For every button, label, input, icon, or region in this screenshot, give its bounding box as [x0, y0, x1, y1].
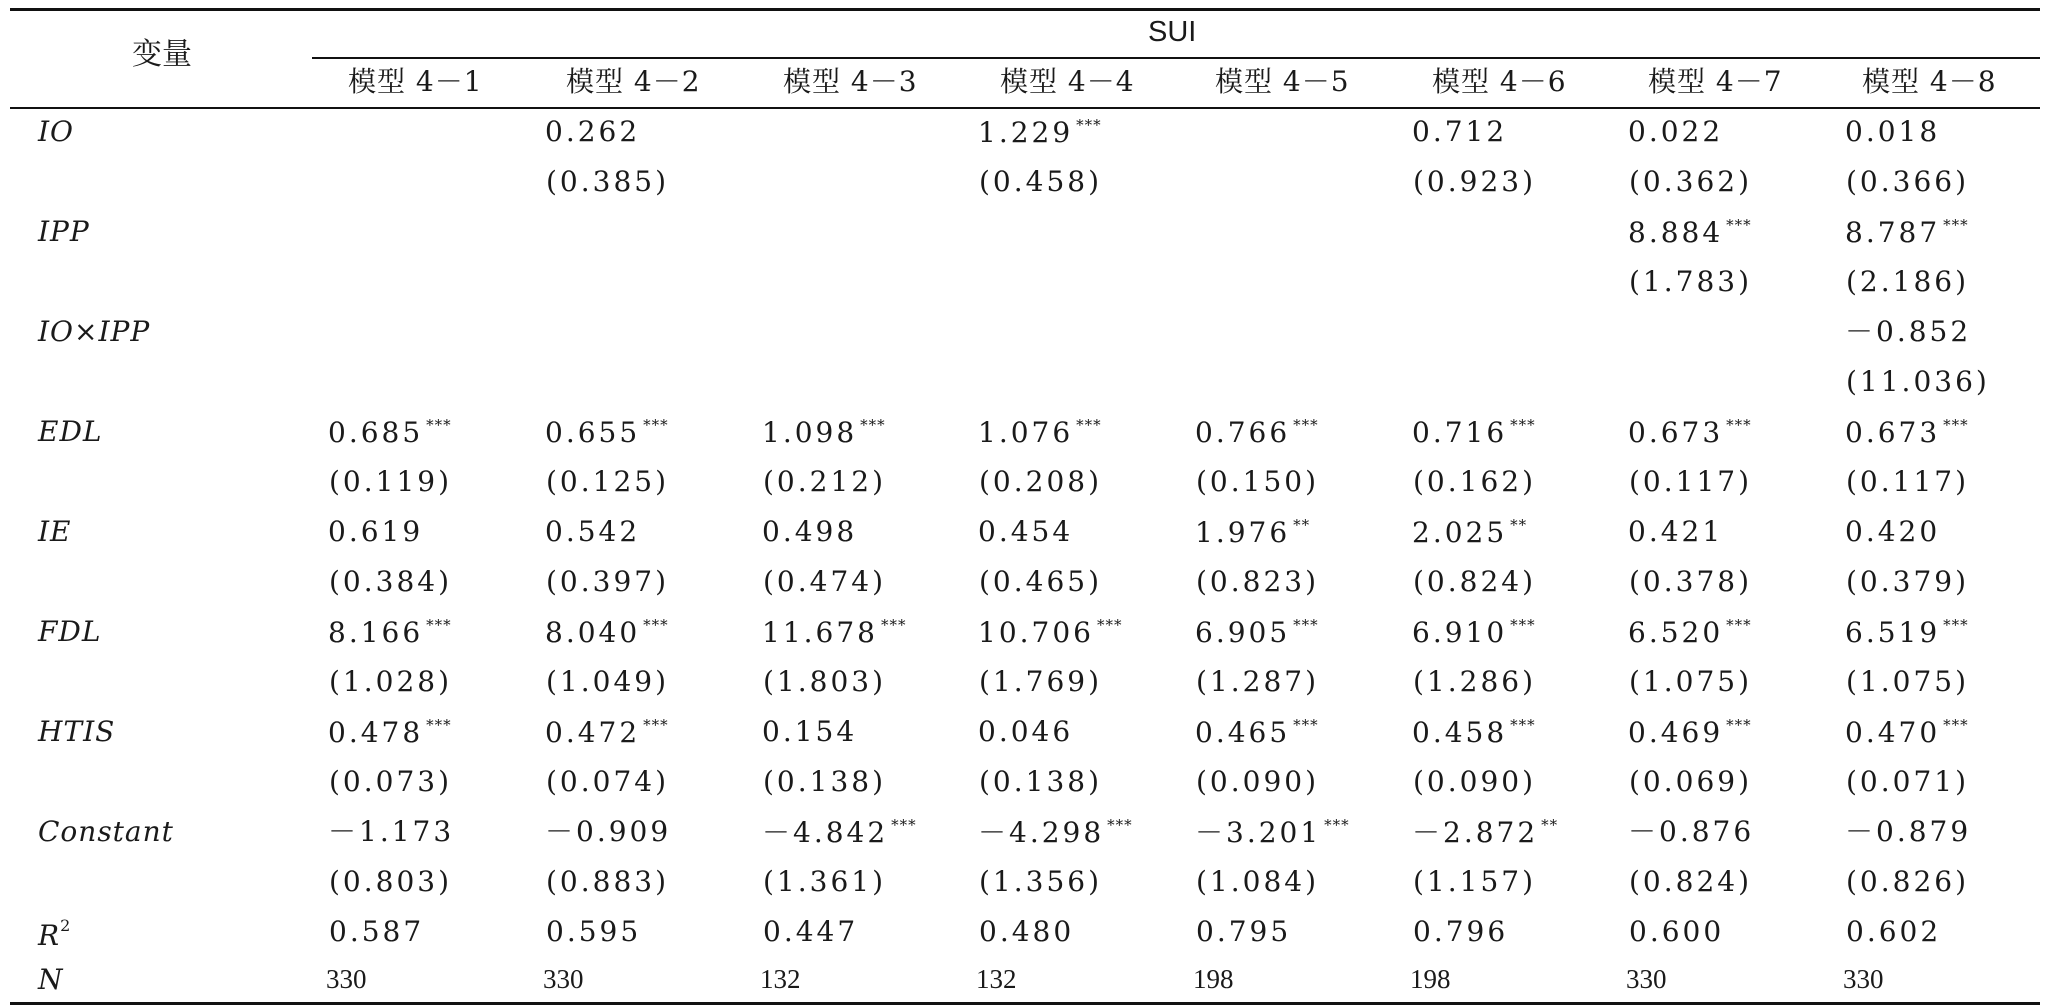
standard-error: (1.287)	[1196, 665, 1320, 698]
variable-label: HTIS	[38, 715, 116, 748]
standard-error: (0.397)	[546, 565, 670, 598]
coefficient-number: 11.678	[762, 616, 878, 649]
coefficient-number: 0.454	[978, 515, 1074, 548]
standard-error: (11.036)	[1846, 365, 1990, 398]
coefficient-value	[1412, 115, 1508, 148]
coefficient-value	[762, 715, 858, 748]
standard-error: (0.150)	[1196, 465, 1320, 498]
standard-error: (1.049)	[546, 665, 670, 698]
coefficient-value	[978, 118, 1102, 147]
standard-error: (1.361)	[763, 865, 887, 898]
coefficient-number: 0.018	[1845, 115, 1941, 148]
coefficient-number: －3.201	[1195, 816, 1322, 849]
standard-error: (1.084)	[1196, 865, 1320, 898]
n-value: 330	[543, 964, 584, 994]
coefficient-value	[1628, 718, 1752, 747]
coefficient-value	[1412, 418, 1536, 447]
coefficient-value	[1845, 618, 1969, 647]
n-value: 330	[1843, 964, 1884, 994]
coefficient-number: 0.022	[1628, 115, 1724, 148]
coefficient-number: 0.154	[762, 715, 858, 748]
coefficient-number: 0.262	[545, 115, 641, 148]
n-value: 132	[976, 964, 1017, 994]
coefficient-value	[545, 718, 669, 747]
coefficient-value	[328, 718, 452, 747]
significance-stars: ***	[891, 816, 917, 834]
significance-stars: ***	[1107, 816, 1133, 834]
significance-stars: ***	[1076, 116, 1102, 134]
n-value: 330	[326, 964, 367, 994]
standard-error: (1.028)	[329, 665, 453, 698]
significance-stars: ***	[1510, 416, 1536, 434]
standard-error: (0.138)	[979, 765, 1103, 798]
coefficient-number: 8.884	[1628, 216, 1724, 249]
coefficient-number: 1.076	[978, 416, 1074, 449]
column-header-2: 模型 4－2	[566, 65, 701, 98]
significance-stars: ***	[1510, 616, 1536, 634]
r-squared-value: 0.602	[1846, 915, 1942, 948]
coefficient-number: 2.025	[1412, 516, 1508, 549]
standard-error: (2.186)	[1846, 265, 1970, 298]
coefficient-value	[1628, 618, 1752, 647]
coefficient-value	[545, 115, 641, 148]
standard-error: (1.075)	[1846, 665, 1970, 698]
coefficient-value	[1628, 418, 1752, 447]
coefficient-number: 8.166	[328, 616, 424, 649]
r-squared-value: 0.595	[546, 915, 642, 948]
standard-error: (1.286)	[1413, 665, 1537, 698]
table-bottom-rule	[10, 1002, 2040, 1005]
significance-stars: ***	[1726, 716, 1752, 734]
coefficient-number: 0.472	[545, 716, 641, 749]
coefficient-number: 0.673	[1845, 416, 1941, 449]
coefficient-number: 0.469	[1628, 716, 1724, 749]
variable-header: 变量	[132, 37, 192, 72]
significance-stars: ***	[1726, 416, 1752, 434]
significance-stars: ***	[643, 716, 669, 734]
standard-error: (1.783)	[1629, 265, 1753, 298]
standard-error: (0.071)	[1846, 765, 1970, 798]
coefficient-number: －0.879	[1845, 815, 1972, 848]
table-top-rule	[10, 8, 2040, 11]
coefficient-number: －1.173	[328, 815, 455, 848]
standard-error: (1.075)	[1629, 665, 1753, 698]
coefficient-value	[1845, 718, 1969, 747]
n-value: 330	[1626, 964, 1667, 994]
coefficient-number: 1.976	[1195, 516, 1291, 549]
significance-stars: ***	[1293, 416, 1319, 434]
coefficient-value	[1195, 518, 1310, 547]
coefficient-value	[1845, 218, 1969, 247]
significance-stars: ***	[1943, 716, 1969, 734]
coefficient-value	[1195, 718, 1319, 747]
coefficient-number: －4.842	[762, 816, 889, 849]
significance-stars: ***	[1324, 816, 1350, 834]
standard-error: (0.385)	[546, 165, 670, 198]
significance-stars: **	[1293, 516, 1311, 534]
r-squared-value: 0.587	[329, 915, 425, 948]
coefficient-value	[762, 515, 858, 548]
significance-stars: ***	[1510, 716, 1536, 734]
column-header-4: 模型 4－4	[1000, 65, 1135, 98]
coefficient-value	[1195, 818, 1350, 847]
coefficient-value	[1628, 218, 1752, 247]
standard-error: (0.366)	[1846, 165, 1970, 198]
coefficient-number: －0.852	[1845, 315, 1972, 348]
coefficient-number: 0.655	[545, 416, 641, 449]
coefficient-number: －2.872	[1412, 816, 1539, 849]
standard-error: (1.356)	[979, 865, 1103, 898]
significance-stars: ***	[643, 616, 669, 634]
coefficient-number: 0.542	[545, 515, 641, 548]
column-header-3: 模型 4－3	[783, 65, 918, 98]
standard-error: (0.379)	[1846, 565, 1970, 598]
variable-label: IO×IPP	[38, 315, 151, 348]
column-header-6: 模型 4－6	[1432, 65, 1567, 98]
coefficient-number: 6.519	[1845, 616, 1941, 649]
column-header-7: 模型 4－7	[1648, 65, 1783, 98]
standard-error: (0.162)	[1413, 465, 1537, 498]
standard-error: (0.803)	[329, 865, 453, 898]
variable-label: IO	[38, 115, 75, 148]
coefficient-number: －0.909	[545, 815, 672, 848]
standard-error: (0.465)	[979, 565, 1103, 598]
standard-error: (0.212)	[763, 465, 887, 498]
coefficient-value	[328, 515, 424, 548]
r-squared-label	[38, 918, 71, 950]
column-header-5: 模型 4－5	[1215, 65, 1350, 98]
standard-error: (0.125)	[546, 465, 670, 498]
coefficient-value	[1845, 815, 1972, 848]
coefficient-value	[1628, 515, 1724, 548]
standard-error: (0.069)	[1629, 765, 1753, 798]
coefficient-value	[328, 418, 452, 447]
coefficient-value	[978, 515, 1074, 548]
coefficient-value	[328, 815, 455, 848]
standard-error: (0.117)	[1846, 465, 1970, 498]
standard-error: (0.883)	[546, 865, 670, 898]
coefficient-number: －0.876	[1628, 815, 1755, 848]
coefficient-value	[978, 818, 1133, 847]
coefficient-value	[978, 715, 1074, 748]
coefficient-number: 6.520	[1628, 616, 1724, 649]
standard-error: (0.458)	[979, 165, 1103, 198]
standard-error: (0.474)	[763, 565, 887, 598]
coefficient-number: 0.716	[1412, 416, 1508, 449]
coefficient-value	[1628, 115, 1724, 148]
significance-stars: ***	[1076, 416, 1102, 434]
r-squared-value: 0.796	[1413, 915, 1509, 948]
standard-error: (0.378)	[1629, 565, 1753, 598]
significance-stars: ***	[1726, 216, 1752, 234]
coefficient-number: 0.766	[1195, 416, 1291, 449]
variable-label: FDL	[38, 615, 102, 648]
significance-stars: ***	[1943, 416, 1969, 434]
header-bottom-rule	[10, 107, 2040, 109]
coefficient-value	[1412, 818, 1558, 847]
standard-error: (0.117)	[1629, 465, 1753, 498]
r-squared-value: 0.480	[979, 915, 1075, 948]
standard-error: (0.074)	[546, 765, 670, 798]
coefficient-number: 0.458	[1412, 716, 1508, 749]
coefficient-value	[762, 618, 906, 647]
coefficient-number: 6.905	[1195, 616, 1291, 649]
coefficient-number: 0.420	[1845, 515, 1941, 548]
coefficient-value	[1845, 315, 1972, 348]
coefficient-value	[1845, 115, 1941, 148]
coefficient-value	[762, 418, 886, 447]
r-squared-value: 0.600	[1629, 915, 1725, 948]
significance-stars: ***	[426, 416, 452, 434]
group-header-rule	[312, 57, 2040, 59]
coefficient-number: 0.421	[1628, 515, 1724, 548]
standard-error: (0.090)	[1413, 765, 1537, 798]
coefficient-number: 6.910	[1412, 616, 1508, 649]
standard-error: (0.384)	[329, 565, 453, 598]
standard-error: (1.769)	[979, 665, 1103, 698]
standard-error: (0.138)	[763, 765, 887, 798]
variable-label: IE	[38, 515, 72, 548]
standard-error: (1.803)	[763, 665, 887, 698]
significance-stars: ***	[426, 616, 452, 634]
coefficient-number: 0.498	[762, 515, 858, 548]
coefficient-number: 0.673	[1628, 416, 1724, 449]
significance-stars: **	[1541, 816, 1559, 834]
standard-error: (0.090)	[1196, 765, 1320, 798]
coefficient-number: －4.298	[978, 816, 1105, 849]
significance-stars: ***	[880, 616, 907, 634]
coefficient-number: 1.229	[978, 116, 1074, 149]
standard-error: (0.923)	[1413, 165, 1537, 198]
coefficient-number: 1.098	[762, 416, 858, 449]
coefficient-number: 0.465	[1195, 716, 1291, 749]
r-squared-letter: R	[38, 919, 61, 952]
standard-error: (0.824)	[1413, 565, 1537, 598]
r-squared-value: 0.447	[763, 915, 859, 948]
significance-stars: ***	[1293, 716, 1319, 734]
significance-stars: ***	[1943, 616, 1969, 634]
standard-error: (0.823)	[1196, 565, 1320, 598]
coefficient-value	[328, 618, 452, 647]
significance-stars: ***	[1726, 616, 1752, 634]
coefficient-value	[545, 418, 669, 447]
n-value: 198	[1410, 964, 1451, 994]
group-header-sui: SUI	[1148, 16, 1197, 48]
significance-stars: ***	[860, 416, 886, 434]
standard-error: (1.157)	[1413, 865, 1537, 898]
coefficient-number: 8.040	[545, 616, 641, 649]
coefficient-number: 0.046	[978, 715, 1074, 748]
significance-stars: ***	[426, 716, 452, 734]
significance-stars: ***	[643, 416, 669, 434]
n-value: 198	[1193, 964, 1234, 994]
standard-error: (0.362)	[1629, 165, 1753, 198]
variable-label: IPP	[38, 215, 90, 248]
variable-label: Constant	[38, 815, 174, 848]
coefficient-number: 0.685	[328, 416, 424, 449]
coefficient-value	[545, 515, 641, 548]
coefficient-value	[1845, 515, 1941, 548]
coefficient-number: 0.470	[1845, 716, 1941, 749]
standard-error: (0.208)	[979, 465, 1103, 498]
coefficient-value	[978, 618, 1122, 647]
coefficient-number: 10.706	[978, 616, 1094, 649]
coefficient-number: 0.478	[328, 716, 424, 749]
coefficient-value	[978, 418, 1102, 447]
coefficient-value	[762, 818, 917, 847]
standard-error: (0.824)	[1629, 865, 1753, 898]
n-value: 132	[760, 964, 801, 994]
coefficient-value	[545, 815, 672, 848]
column-header-8: 模型 4－8	[1862, 65, 1997, 98]
coefficient-value	[545, 618, 669, 647]
n-label: N	[38, 963, 64, 996]
coefficient-number: 8.787	[1845, 216, 1941, 249]
coefficient-number: 0.712	[1412, 115, 1508, 148]
variable-label: EDL	[38, 415, 103, 448]
coefficient-value	[1195, 618, 1319, 647]
coefficient-value	[1195, 418, 1319, 447]
coefficient-value	[1628, 815, 1755, 848]
significance-stars: **	[1510, 516, 1528, 534]
coefficient-value	[1412, 618, 1536, 647]
standard-error: (0.826)	[1846, 865, 1970, 898]
significance-stars: ***	[1096, 616, 1123, 634]
significance-stars: ***	[1293, 616, 1319, 634]
r-squared-exponent: 2	[60, 916, 72, 935]
coefficient-number: 0.619	[328, 515, 424, 548]
r-squared-value: 0.795	[1196, 915, 1292, 948]
column-header-1: 模型 4－1	[348, 65, 483, 98]
coefficient-value	[1845, 418, 1969, 447]
coefficient-value	[1412, 718, 1536, 747]
standard-error: (0.119)	[329, 465, 453, 498]
standard-error: (0.073)	[329, 765, 453, 798]
significance-stars: ***	[1943, 216, 1969, 234]
coefficient-value	[1412, 518, 1527, 547]
